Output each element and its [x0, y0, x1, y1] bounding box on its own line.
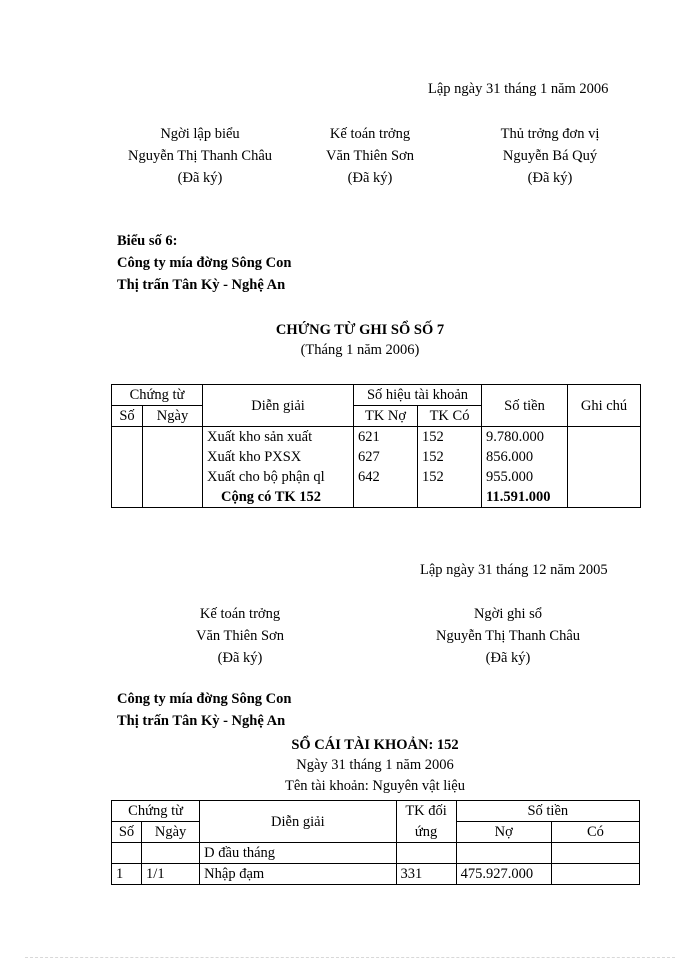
- signature-status: (Đã ký): [217, 650, 263, 666]
- signature-role: Kế toán trởng: [329, 126, 411, 142]
- row-dien-giai: D đầu tháng: [200, 843, 396, 864]
- signature-name: Văn Thiên Sơn: [326, 148, 414, 164]
- top-date-line: Lập ngày 31 tháng 1 năm 2006: [428, 81, 609, 97]
- row-so: [112, 843, 142, 864]
- signature-block-recorder: [408, 603, 608, 669]
- header-tk-co: TK Có: [418, 406, 482, 427]
- ledger-company-name: Công ty mía đờng Sông Con: [117, 691, 292, 707]
- company-address: Thị trấn Tân Kỳ - Nghệ An: [117, 277, 286, 293]
- header-so-tien: Số tiền: [482, 385, 568, 427]
- table-row: [112, 467, 641, 487]
- signature-block-preparer: [100, 123, 300, 189]
- signature-name: Nguyễn Thị Thanh Châu: [127, 148, 273, 164]
- middle-date-line: Lập ngày 31 tháng 12 năm 2005: [420, 562, 608, 578]
- row-tk-no: 627: [354, 447, 418, 467]
- header-so: Số: [112, 406, 143, 427]
- signature-role: Thủ trởng đơn vị: [500, 126, 600, 142]
- ledger-company-address: Thị trấn Tân Kỳ - Nghệ An: [117, 713, 286, 729]
- signature-status: (Đã ký): [485, 650, 531, 666]
- total-amount: 11.591.000: [482, 487, 568, 508]
- header-ghi-chu: Ghi chú: [568, 385, 641, 427]
- row-no: [456, 843, 551, 864]
- row-dien-giai: Xuất kho sản xuất: [203, 427, 354, 448]
- table-row: [112, 427, 641, 448]
- signature-name: Văn Thiên Sơn: [196, 628, 284, 644]
- row-tk-co: 152: [418, 427, 482, 448]
- row-tk: 331: [396, 864, 456, 885]
- header-so-tien: Số tiền: [456, 801, 639, 822]
- table-row: [112, 864, 640, 885]
- signature-status: (Đã ký): [347, 170, 393, 186]
- row-dien-giai: Xuất kho PXSX: [203, 447, 354, 467]
- row-dien-giai: Nhập đạm: [200, 864, 396, 885]
- row-dien-giai: Xuất cho bộ phận ql: [203, 467, 354, 487]
- ledger-date: Ngày 31 tháng 1 năm 2006: [296, 757, 454, 773]
- signature-name: Nguyễn Bá Quý: [502, 148, 598, 164]
- row-tk-co: 152: [418, 467, 482, 487]
- row-so-tien: 955.000: [482, 467, 568, 487]
- row-so: 1: [112, 864, 142, 885]
- header-so: Số: [112, 822, 142, 843]
- company-name: Công ty mía đờng Sông Con: [117, 255, 292, 271]
- header-co: Có: [551, 822, 639, 843]
- row-tk-no: 642: [354, 467, 418, 487]
- row-so-tien: 9.780.000: [482, 427, 568, 448]
- signature-role: Ngời ghi sổ: [473, 606, 543, 622]
- row-tk: [396, 843, 456, 864]
- header-no: Nợ: [456, 822, 551, 843]
- header-ngay: Ngày: [143, 406, 203, 427]
- ledger-table: [111, 800, 640, 885]
- voucher-title: CHỨNG TỪ GHI SỔ SỐ 7: [275, 322, 445, 338]
- row-tk-no: 621: [354, 427, 418, 448]
- signature-role: Ngời lập biểu: [160, 126, 240, 142]
- table-row: [112, 843, 640, 864]
- signature-status: (Đã ký): [177, 170, 223, 186]
- total-row: [112, 487, 641, 508]
- signature-role: Kế toán trởng: [199, 606, 281, 622]
- row-co: [551, 864, 639, 885]
- row-so-tien: 856.000: [482, 447, 568, 467]
- signature-block-chief-accountant: [290, 123, 450, 189]
- total-label: Cộng có TK 152: [203, 487, 354, 508]
- ledger-account-name: Tên tài khoản: Nguyên vật liệu: [285, 778, 465, 794]
- row-tk-co: 152: [418, 447, 482, 467]
- ledger-title: SỔ CÁI TÀI KHOẢN: 152: [291, 737, 459, 753]
- signature-block-head-of-unit: [470, 123, 630, 189]
- row-ngay: 1/1: [142, 864, 200, 885]
- signature-name: Nguyễn Thị Thanh Châu: [435, 628, 581, 644]
- signature-block-chief-accountant-2: [160, 603, 320, 669]
- header-so-hieu-tk: Số hiệu tài khoản: [354, 385, 482, 406]
- row-no: 475.927.000: [456, 864, 551, 885]
- row-ngay: [142, 843, 200, 864]
- voucher-table: [111, 384, 641, 508]
- header-dien-giai: Diễn giải: [203, 385, 354, 427]
- form-label: Biểu số 6:: [117, 233, 178, 249]
- header-dien-giai: Diễn giải: [200, 801, 396, 843]
- signature-status: (Đã ký): [527, 170, 573, 186]
- voucher-subtitle: (Tháng 1 năm 2006): [300, 342, 420, 358]
- header-tk-no: TK Nợ: [354, 406, 418, 427]
- header-chung-tu: Chứng từ: [112, 801, 200, 822]
- page-bottom-divider: [25, 957, 675, 958]
- header-ngay: Ngày: [142, 822, 200, 843]
- table-row: [112, 447, 641, 467]
- header-tk-doi-ung-line2: ứng: [396, 822, 456, 843]
- header-tk-doi-ung-line1: TK đối: [396, 801, 456, 822]
- row-co: [551, 843, 639, 864]
- header-chung-tu: Chứng từ: [112, 385, 203, 406]
